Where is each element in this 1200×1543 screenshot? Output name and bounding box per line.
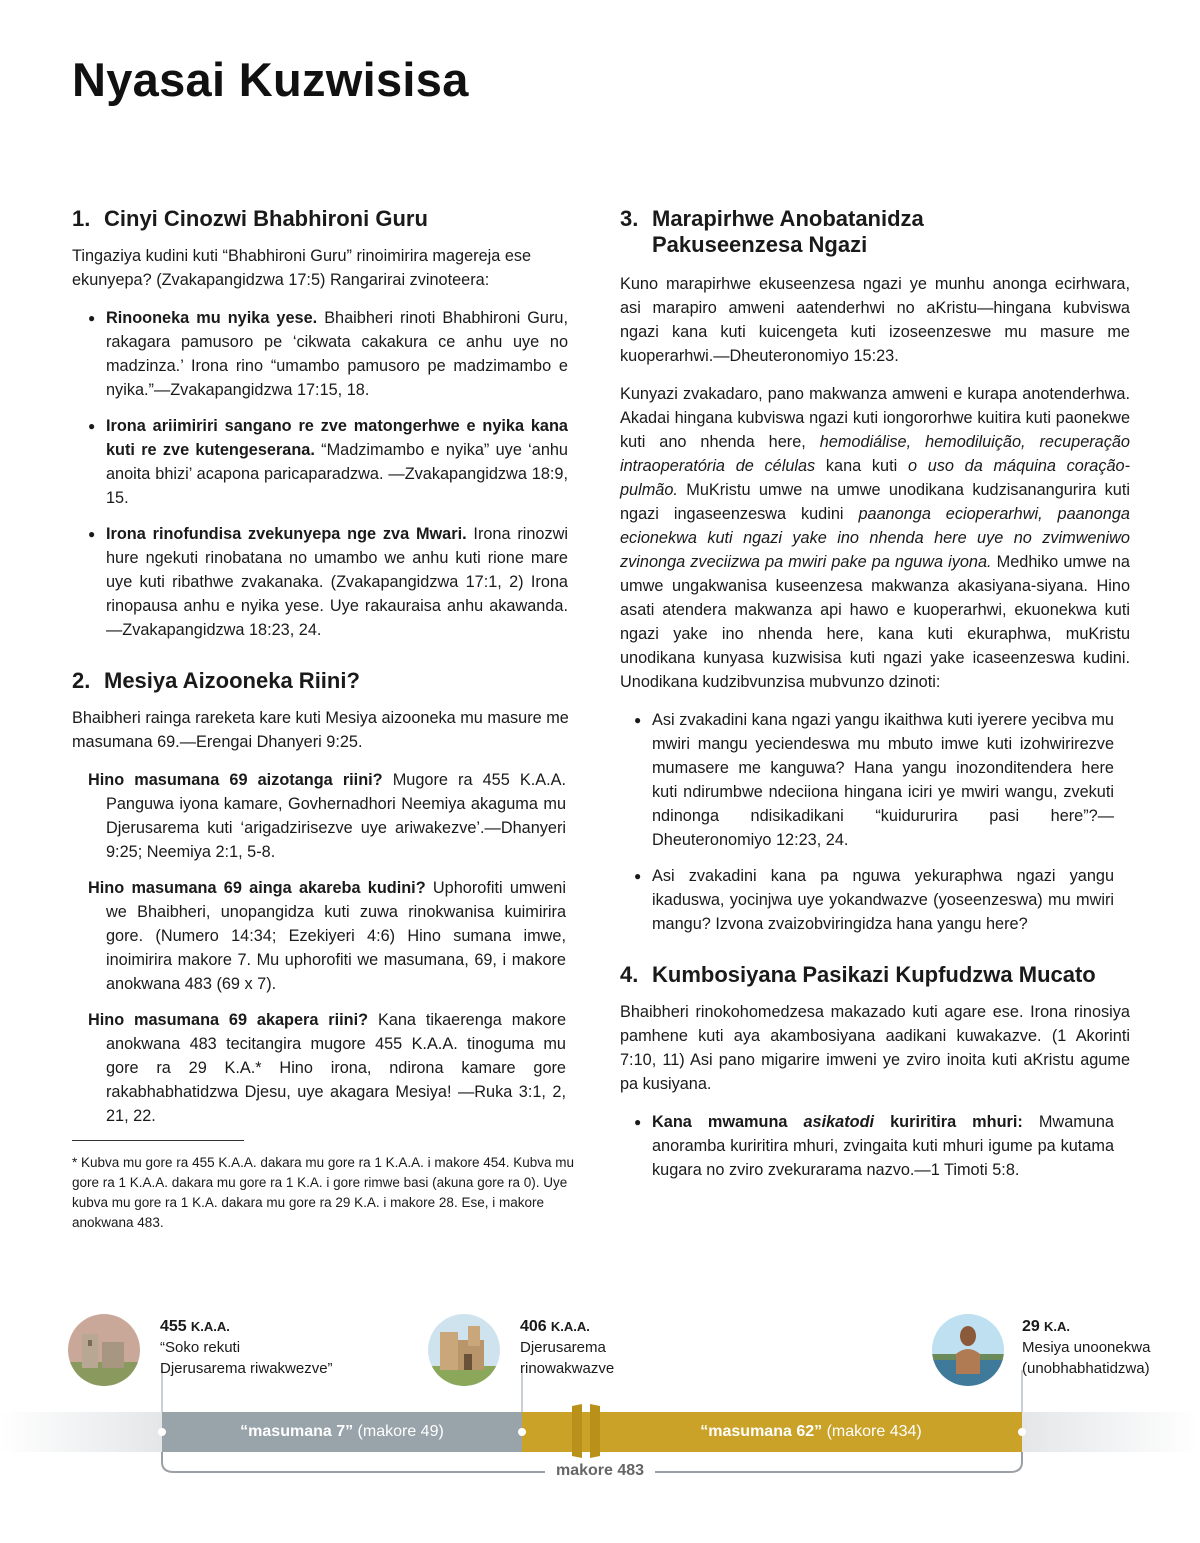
section-2-number: 2. [72, 668, 91, 693]
question-text: Mugore ra 455 K.A.A. Panguwa iyona kamare, Govhernadhori Neemiya akaguma mu Djerusarema kuti ‘arigadzirisezve uye ariwakezve’.—Dhanyeri 9:25; Neemiya 2:1, 5-8. [106, 771, 567, 861]
right-column [620, 206, 1130, 1202]
event-year: 455 [160, 1318, 187, 1335]
page-title: Nyasai Kuzwisisa [72, 53, 469, 106]
p2-italic-3: paanonga ecioperarhwi, paanonga ecionekwa kuti ngazi yake ino nhenda here uye no zvimweniwo zvinonga zveciizwa pa mwiri pake pa nguwa iyona. [620, 505, 1130, 571]
section-3-heading [620, 206, 1130, 258]
section-4-title: Kumbosiyana Pasikazi Kupfudzwa Mucato [652, 962, 1096, 987]
item-lead: Rinooneka mu nyika yese. [106, 309, 318, 327]
segment-label-7-rest: (makore 49) [353, 1423, 444, 1440]
item-text: “Madzimambo e nyika” uye ‘anhu anoita bhizi’ acapona paricaparadzwa. —Zvakapangidzwa 18:9, 15. [106, 441, 568, 507]
section-1-heading [72, 206, 586, 232]
question-lead: Hino masumana 69 akapera riini? [88, 1011, 369, 1029]
timeline [0, 1300, 1200, 1543]
question-text: Uphorofiti umweni we Bhaibheri, unopangidza kuti zuwa rinokwanisa kuimirira gore. (Numero 14:34; Ezekiyeri 4:6) Hino sumana imwe, inoimirira makore 7. Mu uphorofiti we masumana, 69, i makore anokwana 483 (69 x 7). [106, 879, 566, 993]
timeline-fade-right [1022, 1412, 1200, 1452]
list-item [88, 306, 568, 402]
section-4-heading [620, 962, 1130, 988]
p2-text-b: kana kuti [815, 457, 908, 475]
event-era: K.A.A. [550, 1319, 590, 1334]
section-1-list [88, 306, 568, 642]
question-lead: Hino masumana 69 aizotanga riini? [88, 771, 383, 789]
rebuilt-city-image [428, 1314, 500, 1386]
list-item: ● Asi zvakadini kana ngazi yangu ikaithwa kuti iyerere yecibva mu mwiri mangu yeciendeswa mu mbuto imwe kuti izohwirirezve mumasere me kanguwa? Hana yangu inozonditendera here kuti ndirumbwe ndeciiona hingana iciri ye mwiri wangu, zvekuti ndinonga ndisikadikani “kuidururira pasi here”?—Dheuteronomiyo 12:23, 24. [634, 708, 1114, 852]
event-year: 406 [520, 1318, 547, 1335]
segment-label-62 [600, 1412, 1022, 1452]
event-455 [160, 1316, 333, 1379]
question-item [88, 1008, 566, 1128]
ruins-image [68, 1314, 140, 1386]
section-3-title [652, 206, 924, 258]
event-desc-line1: Mesiya unoonekwa [1022, 1339, 1151, 1356]
event-year: 29 [1022, 1318, 1040, 1335]
event-29 [1022, 1316, 1150, 1379]
item-lead-2: kuriritira mhuri: [874, 1113, 1023, 1131]
p2-italic-1: hemodiálise, hemodiluição, recuperação intraoperatória de células [620, 433, 1130, 475]
section-4-number: 4. [620, 962, 639, 987]
event-era: K.A. [1043, 1319, 1070, 1334]
section-2 [72, 668, 586, 1233]
total-years-label: makore 483 [555, 1462, 645, 1479]
section-3-list [634, 708, 1114, 936]
item-text: Bhaibheri rinoti Bhabhironi Guru, rakagara pamusoro pe ‘cikwata cakakura ce anhu uye no madzinza.’ Irona rino “umambo pamusoro pe madzimambo e nyika.”—Zvakapangidzwa 17:15, 18. [106, 309, 568, 399]
p2-text-a: Kunyazi zvakadaro, pano makwanza amweni e kurapa anotenderhwa. Akadai hingana kubviswa ngazi kuti iongororhwe kuitira kuti paonekwe kuti ano nhenda here, [620, 385, 1130, 451]
segment-label-7-bold: “masumana 7” [240, 1423, 354, 1440]
question-item [88, 768, 566, 864]
event-desc-line1: “Soko rekuti [160, 1339, 241, 1356]
event-desc-line2: Djerusarema riwakwezve” [160, 1360, 333, 1377]
p2-italic-2: o uso da máquina coração-pulmão. [620, 457, 1130, 499]
question-lead: Hino masumana 69 ainga akareba kudini? [88, 879, 426, 897]
item-text: Irona rinozwi hure ngekuti rinobatana no umambo we anhu kuti rione mare uye kuti ribathwe zvakanaka. (Zvakapangidzwa 17:1, 2) Irona rinopausa anhu e nyika yese. Uye rakauraisa anhu akawanda.—Zvakapangidzwa 18:23, 24. [106, 525, 568, 639]
section-3 [620, 206, 1130, 936]
event-desc-line2: rinowakwazve [520, 1360, 615, 1377]
question-text: Kana tikaerenga makore anokwana 483 tecitangira mugore 455 K.A.A. tinoguma mu gore ra 29 K.A.* Hino irona, ndirona kamare gore rakabhabhatidzwa Djesu, uye akagara Mesiya! —Ruka 3:1, 2, 21, 22. [106, 1011, 567, 1125]
item-text: Mwamuna anoramba kuriritira mhuri, zvingaita kuti mhuri igume pa kutama kugara no zviro zvekurarama nazvo.—1 Timoti 5:8. [652, 1113, 1114, 1179]
item-lead-1: Kana mwamuna [652, 1113, 804, 1131]
p2-text-c: MuKristu umwe na umwe unodikana kudzisanangurira kuti ngazi ingaseenzeswa kudini [620, 481, 1130, 523]
section-3-paragraph-1: Kuno marapirhwe ekuseenzesa ngazi ye munhu anonga ecirhwara, asi marapiro amweni aatenderhwi no aKristu—hingana kubviswa ngazi kana kuti kuicengeta kuti izoseenzeswe mu masure me kuoperarhwi.—Dheuteronomiyo 15:23. [620, 275, 1130, 365]
section-2-title: Mesiya Aizooneka Riini? [104, 668, 360, 693]
break-marker-left [572, 1404, 582, 1458]
section-4-intro: Bhaibheri rinokohomedzesa makazado kuti agare ese. Irona rinosiya pamhene kuti aya akambosiyana aadikani kuwakazve. (1 Akorinti 7:10, 11) Asi pano migarire imweni ye zviro inoita kuti aKristu agume pa kusiyana. [620, 1003, 1130, 1093]
section-2-intro: Bhaibheri rainga rareketa kare kuti Mesiya aizooneka mu masure me masumana 69.—Erengai Dhanyeri 9:25. [72, 709, 569, 751]
p2-text-d: Medhiko umwe na umwe ungakwanisa kuseenzesa makwanza akasiyana-siyana. Hino asati atendera makwanza api hawo e kuoperarhwi, ekuonekwa kuti ngazi yake ino nhenda here, kana kuti ekuraphwa, muKristu unodikana kunyasa kuzwisisa kuti ngazi yake icaseenzeswa kudini. Unodikana kudzibvunzisa mubvunzo dzinoti: [620, 553, 1130, 691]
list-item [88, 414, 568, 510]
section-4-list [634, 1110, 1114, 1182]
segment-label-62-rest: (makore 434) [822, 1423, 922, 1440]
event-desc-line2: (unobhabhatidzwa) [1022, 1360, 1150, 1377]
item-lead: Irona ariimiriri sangano re zve matongerhwe e nyika kana kuti re zve kutengeserana. [106, 417, 568, 459]
list-item [634, 1110, 1114, 1182]
section-1-number: 1. [72, 206, 91, 231]
section-3-paragraph-2 [620, 382, 1130, 694]
baptism-image [932, 1314, 1004, 1386]
section-2-heading [72, 668, 586, 694]
event-406 [520, 1316, 614, 1379]
section-3-number: 3. [620, 206, 639, 231]
timeline-fade-left [0, 1412, 162, 1452]
section-1 [72, 206, 586, 642]
segment-label-7 [162, 1412, 522, 1452]
section-1-title: Cinyi Cinozwi Bhabhironi Guru [104, 206, 428, 231]
segment-label-62-bold: “masumana 62” [700, 1423, 823, 1440]
footnote-rule [72, 1140, 244, 1141]
item-lead: Irona rinofundisa zvekunyepa nge zva Mwari. [106, 525, 467, 543]
section-4 [620, 962, 1130, 1182]
item-lead-italic: asikatodi [803, 1113, 875, 1131]
section-3-title-line1: Marapirhwe Anobatanidza [652, 206, 924, 231]
question-item [88, 876, 566, 996]
event-era: K.A.A. [190, 1319, 230, 1334]
list-item: ● Asi zvakadini kana pa nguwa yekuraphwa ngazi yangu ikaduswa, yocinjwa uye yokandwazve (yoseenzeswa) mu mwiri mangu? Izvona zvaizobviringidza hana yangu here? [634, 864, 1114, 936]
footnote: * Kubva mu gore ra 455 K.A.A. dakara mu gore ra 1 K.A.A. i makore 454. Kubva mu gore ra 1 K.A.A. dakara mu gore ra 1 K.A. i gore rimwe basi (akuna gore ra 0). Uye kubva mu gore ra 1 K.A. dakara mu gore ra 29 K.A. i makore 28. Ese, i makore anokwana 483. [72, 1155, 575, 1230]
break-marker-right [590, 1404, 600, 1458]
section-1-intro: Tingaziya kudini kuti “Bhabhironi Guru” rinoimirira magereja ese ekunyepa? (Zvakapangidzwa 17:5) Rangarirai zvinoteera: [72, 247, 532, 289]
list-item [88, 522, 568, 642]
event-desc-line1: Djerusarema [520, 1339, 606, 1356]
section-3-title-line2: Pakuseenzesa Ngazi [652, 232, 868, 257]
left-column [72, 206, 586, 1253]
